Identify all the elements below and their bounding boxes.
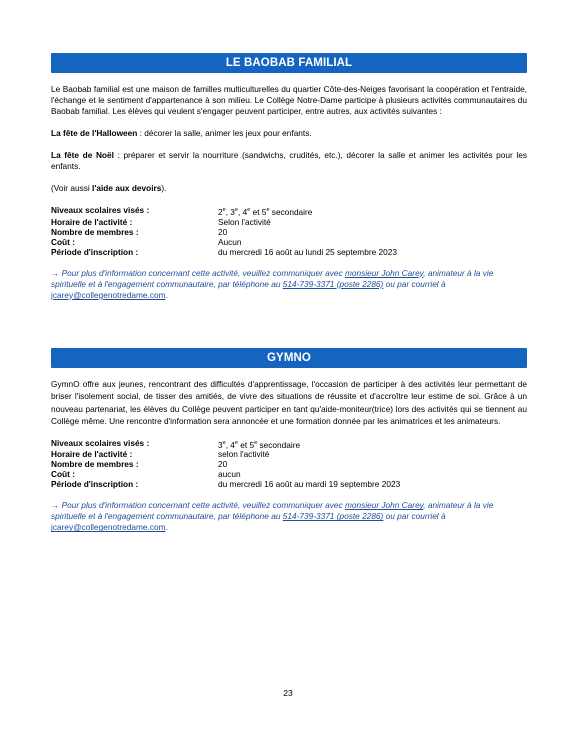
voir-prefix: (Voir aussi [51,183,93,193]
info-row-inscription [51,479,527,489]
info-value: selon l'activité [218,449,270,460]
info-row-horaire [51,217,527,227]
baobab-info-table [51,205,527,257]
info-label: Horaire de l'activité : [51,449,133,460]
more-text-2: veuillez communiquer avec [242,267,345,278]
arrow-icon: → [51,267,60,278]
baobab-section [51,53,527,301]
info-label: Période d'inscription : [51,479,139,490]
more-text-3: , animateur à la vie spirituelle et à l'engagement communautaire, par téléphone au [51,267,494,289]
arrow-icon: → [51,500,60,511]
info-value: Selon l'activité [218,216,271,227]
halloween-paragraph [51,128,527,139]
more-text-1: Pour plus d'information concernant cette activité, [59,500,243,511]
gymno-info-table [51,438,527,490]
info-label: Nombre de membres : [51,226,139,237]
more-text-4: ou par courriel à [383,278,446,289]
voir-suffix: ). [161,183,167,193]
info-value: du mercredi 16 août au mardi 19 septembre 2023 [218,479,401,490]
info-label: Horaire de l'activité : [51,216,133,227]
page-number: 23 [283,688,293,698]
baobab-title-banner: LE BAOBAB FAMILIAL [51,53,527,73]
gymno-intro: GymnO offre aux jeunes, rencontrant des difficultés d'apprentissage, l'occasion de participer à des activités leur permettant de briser l'isolement social, de tisser des amitiés, de vivre des situations de réussite et d'accroître leur estime de soi. Grâce à un nouveau partenariat, les élèves du Collège peuvent participer en tant qu'aide-moniteur(trice) lors des activités qui se tiennent au Collège même. Une rencontre d'information sera annoncée et une formation donnée par les animatrices et les animateurs. [51,379,527,427]
gymno-section [51,348,527,533]
baobab-more-info [51,268,527,301]
info-label: Niveaux scolaires visés : [51,437,150,448]
info-row-membres [51,459,527,469]
info-value: 2e, 3e, 4e et 5e secondaire [218,206,313,217]
email-link[interactable]: jcarey@collegenotredame.com [51,289,166,300]
aide-devoirs-reference: l'aide aux devoirs [92,183,162,193]
gymno-more-info [51,500,527,533]
info-row-inscription [51,247,527,257]
more-text-4: ou par courriel à [383,511,446,522]
info-row-cout [51,237,527,247]
info-label: Coût : [51,469,75,480]
noel-label: La fête de Noël [51,150,114,160]
halloween-label: La fête de l'Halloween [51,128,138,138]
more-text-2: veuillez communiquer avec [242,500,345,511]
info-label: Période d'inscription : [51,246,139,257]
voir-aussi-note [51,183,527,194]
more-text-1: Pour plus d'information concernant cette activité, [59,267,243,278]
info-row-cout [51,469,527,479]
info-value: Aucun [218,236,242,247]
contact-name-link[interactable]: monsieur John Carey [344,500,424,511]
info-value: du mercredi 16 août au lundi 25 septembre 2023 [218,246,397,257]
contact-name-link[interactable]: monsieur John Carey [344,267,424,278]
more-text-5: . [165,289,168,300]
more-text-3: , animateur à la vie spirituelle et à l'engagement communautaire, par téléphone au [51,500,494,522]
info-row-niveaux [51,438,527,450]
info-label: Coût : [51,236,75,247]
info-value: 3e, 4e et 5e secondaire [218,439,301,450]
more-text-5: . [165,522,168,533]
baobab-intro: Le Baobab familial est une maison de familles multiculturelles du quartier Côte-des-Neiges favorisant la coopération et l'entraide, l'échange et le sentiment d'appartenance à son milieu. Le Collège Notre-Dame participe à plusieurs activités communautaires du Baobab familial. Les élèves qui veulent s'engager peuvent participer, entre autres, aux activités suivantes : [51,84,527,116]
info-label: Nombre de membres : [51,459,139,470]
noel-paragraph [51,150,527,172]
info-row-membres [51,227,527,237]
info-label: Niveaux scolaires visés : [51,205,150,215]
info-value: 20 [218,459,228,470]
email-link[interactable]: jcarey@collegenotredame.com [51,522,166,533]
noel-text: : préparer et servir la nourriture (sandwichs, crudités, etc.), décorer la salle et animer les activités pour les enfants. [51,150,527,171]
info-row-horaire [51,449,527,459]
info-row-niveaux [51,205,527,217]
info-value: 20 [218,226,228,237]
phone-link[interactable]: 514-739-3371 (poste 2286) [282,511,384,522]
info-value: aucun [218,469,241,480]
gymno-title-banner: GYMNO [51,348,527,368]
phone-link[interactable]: 514-739-3371 (poste 2286) [282,278,384,289]
halloween-text: : décorer la salle, animer les jeux pour enfants. [137,128,312,138]
